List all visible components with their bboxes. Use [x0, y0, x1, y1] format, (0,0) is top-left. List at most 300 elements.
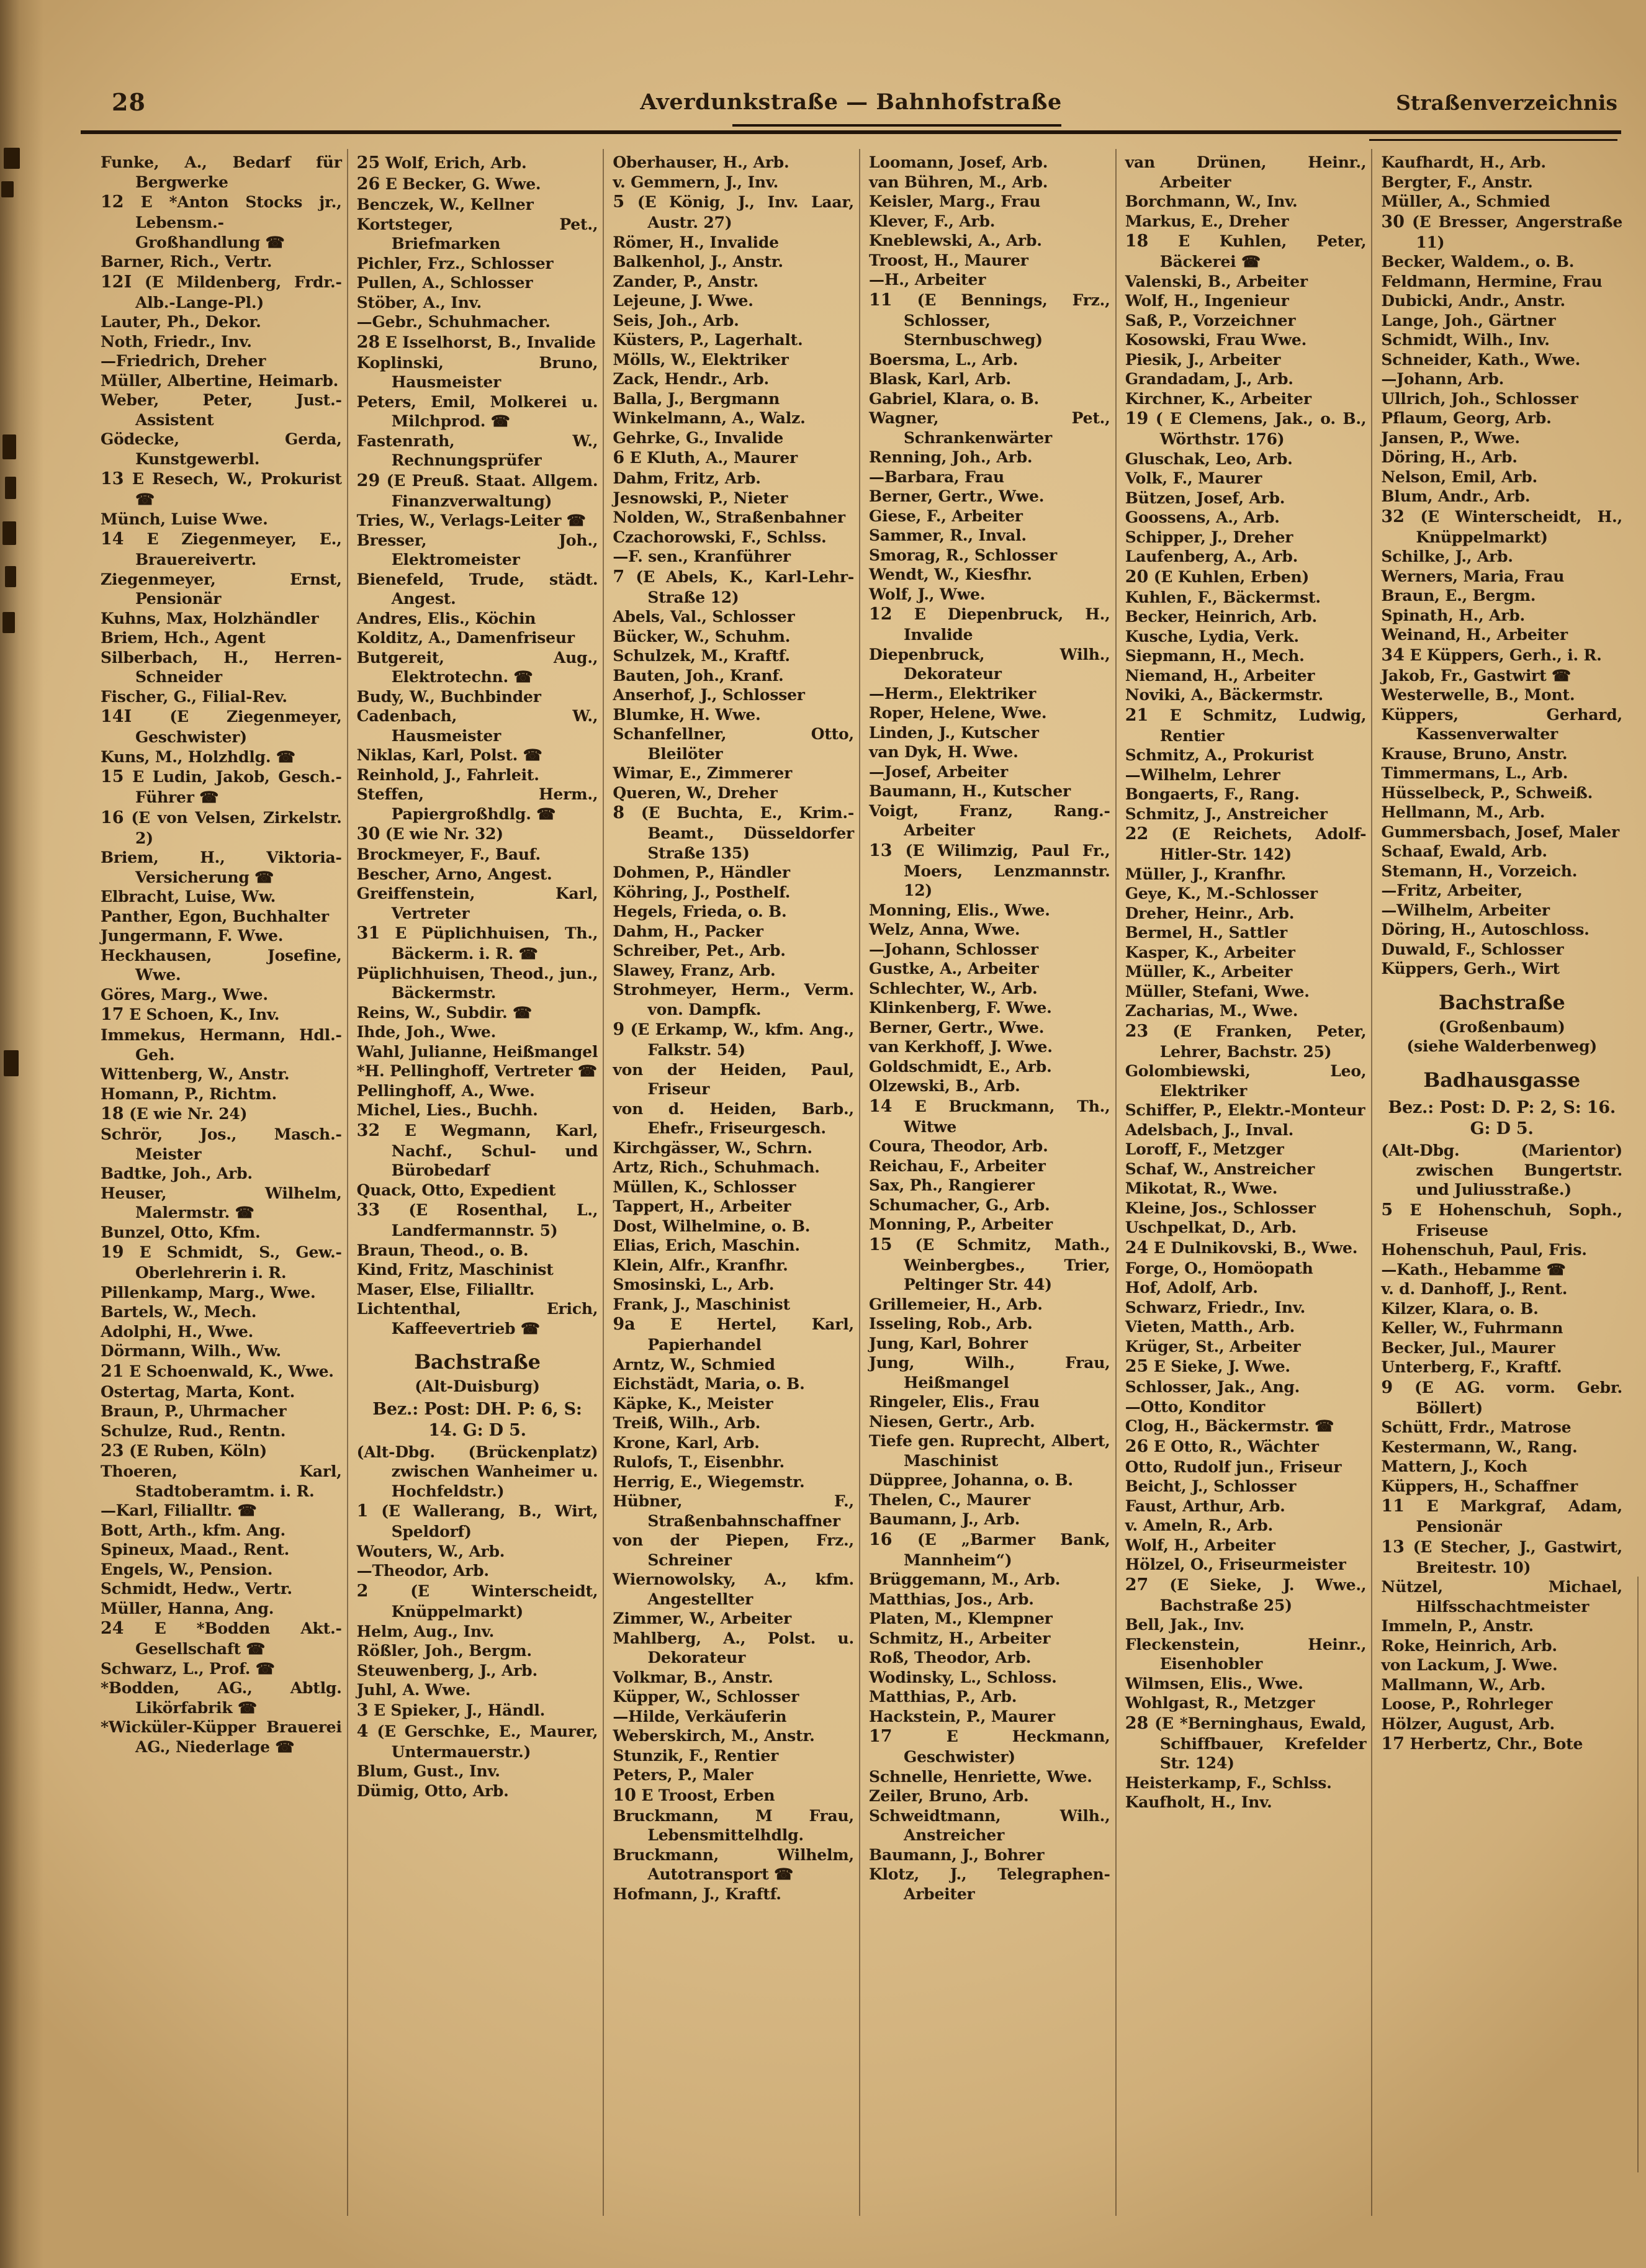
directory-entry: Schmidt, Hedw., Vertr.: [101, 1580, 292, 1598]
directory-entry: Helm, Aug., Inv.: [356, 1622, 495, 1640]
directory-entry: Arntz, W., Schmied: [613, 1355, 775, 1374]
directory-entry: Vieten, Matth., Arb.: [1125, 1318, 1295, 1336]
directory-entry: —Karl, Filialltr. ☎: [101, 1501, 257, 1520]
directory-entry: Schaaf, Ewald, Arb.: [1381, 842, 1547, 861]
book-spine-shadow: [0, 0, 43, 2268]
directory-entry: Becker, Heinrich, Arb.: [1125, 608, 1317, 626]
directory-entry: Artz, Rich., Schuhmach.: [613, 1158, 820, 1177]
house-number: 23: [101, 1441, 124, 1461]
directory-entry: 11 (E Bennings, Frz., Schlosser, Sternbuschweg): [869, 290, 1110, 349]
house-number: 12I: [101, 272, 132, 292]
directory-entry: Küppers, Gerhard, Kassenverwalter: [1381, 705, 1623, 744]
directory-entry: Heckhausen, Josefine, Wwe.: [101, 946, 342, 984]
directory-entry: Pichler, Frz., Schlosser: [356, 254, 554, 272]
directory-entry: Küppers, H., Schaffner: [1381, 1477, 1578, 1495]
house-number: 13: [869, 840, 893, 860]
directory-entry: 9 (E AG. vorm. Gebr. Böllert): [1381, 1377, 1623, 1417]
directory-entry: van Drünen, Heinr., Arbeiter: [1125, 153, 1367, 191]
directory-entry: *Bodden, AG., Abtlg. Likörfabrik ☎: [101, 1679, 342, 1717]
directory-entry: 26 E Becker, G. Wwe.: [356, 174, 541, 194]
page-number: 28: [112, 88, 146, 116]
directory-entry: Rößler, Joh., Bergm.: [356, 1642, 532, 1660]
directory-entry: Valenski, B., Arbeiter: [1125, 272, 1308, 290]
directory-entry: von d. Heiden, Barb., Ehefr., Friseurgesch.: [613, 1099, 855, 1138]
directory-entry: 1 (E Wallerang, B., Wirt, Speldorf): [356, 1501, 598, 1541]
directory-entry: Bruckmann, M Frau, Lebensmittelhdlg.: [613, 1806, 855, 1845]
directory-entry: Schulze, Rud., Rentn.: [101, 1421, 286, 1440]
directory-entry: (Alt-Dbg. (Marientor) zwischen Bungertstr. und Juliusstraße.): [1381, 1141, 1623, 1199]
directory-entry: Treiß, Wilh., Arb.: [613, 1414, 761, 1433]
directory-entry: Thoeren, Karl, Stadtoberamtm. i. R.: [101, 1462, 342, 1500]
directory-entry: Hübner, F., Straßenbahnschaffner: [613, 1492, 855, 1530]
directory-entry: Schwarz, L., Prof. ☎: [101, 1659, 275, 1678]
page-edge-line: [1637, 1577, 1639, 2172]
street-heading: Bachstraße: [1438, 990, 1565, 1014]
directory-entry: Briem, Hch., Agent: [101, 629, 266, 647]
directory-entry: 24 E *Bodden Akt.-Gesellschaft ☎: [101, 1619, 342, 1658]
directory-entry: 5 (E König, J., Inv. Laar, Austr. 27): [613, 192, 855, 232]
directory-entry: Niklas, Karl, Polst. ☎: [356, 746, 542, 765]
directory-entry: Stunzik, F., Rentier: [613, 1746, 779, 1765]
directory-entry: Elias, Erich, Maschin.: [613, 1236, 800, 1255]
directory-entry: Nolden, W., Straßenbahner: [613, 508, 845, 527]
directory-entry: —Wilhelm, Arbeiter: [1381, 901, 1550, 919]
street-heading: Bachstraße: [414, 1350, 541, 1374]
directory-entry: Bartels, W., Mech.: [101, 1303, 257, 1321]
directory-entry: Noviki, A., Bäckermstr.: [1125, 686, 1323, 704]
directory-entry: Blumke, H. Wwe.: [613, 705, 761, 724]
directory-entry: Becker, Waldem., o. B.: [1381, 253, 1575, 271]
directory-entry: Hölzer, August, Arb.: [1381, 1714, 1555, 1733]
house-number: 33: [356, 1200, 380, 1220]
directory-entry: 24 E Dulnikovski, B., Wwe.: [1125, 1238, 1358, 1258]
section-label: Straßenverzeichnis: [1396, 91, 1617, 115]
house-number: 4: [356, 1721, 369, 1741]
directory-entry: Göres, Marg., Wwe.: [101, 985, 268, 1004]
directory-entry: Welz, Anna, Wwe.: [869, 920, 1020, 939]
directory-entry: Brockmeyer, F., Bauf.: [356, 845, 541, 864]
directory-entry: Adolphi, H., Wwe.: [101, 1322, 254, 1341]
house-number: 13: [1381, 1537, 1405, 1557]
directory-entry: Ostertag, Marta, Kont.: [101, 1382, 295, 1401]
directory-entry: Goossens, A., Arb.: [1125, 508, 1280, 527]
directory-entry: Kaufhardt, H., Arb.: [1381, 153, 1546, 171]
directory-entry: Braun, Theod., o. B.: [356, 1241, 529, 1259]
directory-entry: Kind, Fritz, Maschinist: [356, 1261, 554, 1279]
directory-entry: Silberbach, H., Herren-Schneider: [101, 648, 342, 686]
directory-entry: Klotz, J., Telegraphen-Arbeiter: [869, 1865, 1110, 1903]
directory-entry: Dahm, Fritz, Arb.: [613, 469, 761, 488]
directory-entry: Wagner, Pet., Schrankenwärter: [869, 409, 1110, 447]
directory-entry: 20 (E Kuhlen, Erben): [1125, 567, 1310, 587]
directory-entry: Kilzer, Klara, o. B.: [1381, 1299, 1539, 1318]
directory-entry: Coura, Theodor, Arb.: [869, 1137, 1048, 1156]
house-number: 23: [1125, 1021, 1149, 1041]
directory-entry: Schnelle, Henriette, Wwe.: [869, 1767, 1092, 1786]
directory-entry: 11 E Markgraf, Adam, Pensionär: [1381, 1496, 1623, 1536]
directory-entry: Wolf, H., Ingenieur: [1125, 292, 1289, 310]
directory-entry: Gustke, A., Arbeiter: [869, 960, 1039, 978]
directory-entry: Bermel, H., Sattler: [1125, 924, 1288, 942]
directory-entry: 15 (E Schmitz, Math., Weinbergbes., Trier, Peltinger Str. 44): [869, 1235, 1110, 1294]
directory-entry: —Josef, Arbeiter: [869, 762, 1008, 781]
directory-entry: 16 (E von Velsen, Zirkelstr. 2): [101, 808, 342, 847]
directory-entry: 15 E Ludin, Jakob, Gesch.-Führer ☎: [101, 767, 342, 807]
binding-mark: [5, 566, 16, 587]
directory-entry: Zeiler, Bruno, Arb.: [869, 1787, 1029, 1806]
directory-entry: Stemann, H., Vorzeich.: [1381, 862, 1578, 880]
directory-entry: Dost, Wilhelmine, o. B.: [613, 1217, 811, 1235]
directory-entry: Slawey, Franz, Arb.: [613, 961, 776, 979]
directory-entry: 13 E Resech, W., Prokurist ☎: [101, 469, 342, 509]
directory-entry: Lange, Joh., Gärtner: [1381, 311, 1556, 330]
directory-entry: 25 Wolf, Erich, Arb.: [356, 153, 527, 173]
postal-info: Bez.: Post: D. P: 2, S: 16. G: D 5.: [1388, 1098, 1616, 1139]
directory-entry: Wimar, E., Zimmerer: [613, 764, 793, 783]
directory-entry: Baumann, J., Arb.: [869, 1510, 1020, 1529]
directory-entry: Loose, P., Rohrleger: [1381, 1695, 1553, 1714]
directory-entry: Lichtenthal, Erich, Kaffeevertrieb ☎: [356, 1300, 598, 1338]
directory-entry: Wolf, J., Wwe.: [869, 585, 986, 603]
directory-entry: Goldschmidt, E., Arb.: [869, 1057, 1052, 1076]
directory-entry: Schmidt, Wilh., Inv.: [1381, 331, 1550, 349]
directory-entry: 33 (E Rosenthal, L., Landfermannstr. 5): [356, 1200, 598, 1240]
directory-entry: Müller, K., Arbeiter: [1125, 963, 1293, 981]
directory-entry: 27 (E Sieke, J. Wwe., Bachstraße 25): [1125, 1575, 1367, 1614]
directory-entry: Düppree, Johanna, o. B.: [869, 1471, 1073, 1490]
directory-entry: Heuser, Wilhelm, Malermstr. ☎: [101, 1184, 342, 1222]
directory-entry: Gluschak, Leo, Arb.: [1125, 449, 1293, 468]
directory-entry: Panther, Egon, Buchhalter: [101, 907, 329, 925]
directory-entry: Forge, O., Homöopath: [1125, 1259, 1313, 1277]
directory-entry: Saß, P., Vorzeichner: [1125, 311, 1296, 330]
directory-entry: Gehrke, G., Invalide: [613, 428, 784, 447]
directory-entry: Niemand, H., Arbeiter: [1125, 666, 1315, 685]
directory-entry: Schanfellner, Otto, Bleilöter: [613, 725, 855, 763]
directory-entry: Müller, Albertine, Heimarb.: [101, 371, 339, 390]
directory-entry: Stöber, A., Inv.: [356, 293, 482, 312]
house-number: 1: [356, 1501, 369, 1521]
directory-entry: Fleckenstein, Heinr., Eisenhobler: [1125, 1635, 1367, 1673]
directory-entry: Immekus, Hermann, Hdl.-Geh.: [101, 1026, 342, 1064]
house-number: 34: [1381, 645, 1405, 665]
directory-entry: Dörmann, Wilh., Ww.: [101, 1342, 281, 1361]
directory-entry: Czachorowski, F., Schlss.: [613, 528, 827, 546]
directory-entry: Kosowski, Frau Wwe.: [1125, 331, 1307, 349]
directory-entry: 14 E Ziegenmeyer, E., Brauereivertr.: [101, 529, 342, 569]
directory-entry: Kuns, M., Holzhdlg. ☎: [101, 747, 295, 766]
directory-entry: Weberskirch, M., Anstr.: [613, 1727, 815, 1745]
column-3: [603, 149, 859, 2216]
directory-entry: von der Heiden, Paul, Friseur: [613, 1060, 855, 1099]
directory-entry: Schumacher, G., Arb.: [869, 1195, 1050, 1214]
directory-entry: Hackstein, P., Maurer: [869, 1707, 1055, 1726]
directory-entry: Bergter, F., Anstr.: [1381, 173, 1533, 191]
directory-entry: 21 E Schoenwald, K., Wwe.: [101, 1361, 334, 1381]
directory-entry: Reichau, F., Arbeiter: [869, 1156, 1046, 1175]
directory-entry: Mikotat, R., Wwe.: [1125, 1179, 1278, 1198]
directory-entry: Wolf, H., Arbeiter: [1125, 1536, 1275, 1554]
street-subnote: (siehe Walderbenweg): [1406, 1037, 1597, 1056]
directory-entry: v. Ameln, R., Arb.: [1125, 1516, 1273, 1535]
directory-entry: Feldmann, Hermine, Frau: [1381, 272, 1603, 290]
directory-entry: Abels, Val., Schlosser: [613, 608, 795, 626]
directory-entry: Mahlberg, A., Polst. u. Dekorateur: [613, 1629, 855, 1667]
house-number: 30: [356, 824, 380, 844]
directory-entry: Zack, Hendr., Arb.: [613, 370, 770, 389]
directory-entry: Bruckmann, Wilhelm, Autotransport ☎: [613, 1845, 855, 1884]
directory-entry: 32 E Wegmann, Karl, Nachf., Schul- und Bürobedarf: [356, 1120, 598, 1180]
directory-entry: 6 E Kluth, A., Maurer: [613, 448, 798, 468]
street-subnote: (Alt-Duisburg): [415, 1377, 540, 1396]
directory-entry: Briem, H., Viktoria-Versicherung ☎: [101, 848, 342, 886]
directory-entry: Laufenberg, A., Arb.: [1125, 547, 1298, 566]
directory-entry: Wilmsen, Elis., Wwe.: [1125, 1674, 1303, 1693]
column-5: [1115, 149, 1372, 2216]
binding-mark: [2, 612, 15, 633]
directory-entry: Wohlgast, R., Metzger: [1125, 1694, 1315, 1712]
binding-mark: [4, 1050, 19, 1076]
directory-entry: 17 Herbertz, Chr., Bote: [1381, 1734, 1583, 1754]
directory-entry: Hohenschuh, Paul, Fris.: [1381, 1241, 1587, 1259]
directory-entry: Roke, Heinrich, Arb.: [1381, 1636, 1557, 1655]
directory-entry: 3 E Spieker, J., Händl.: [356, 1700, 546, 1720]
directory-entry: Zander, P., Anstr.: [613, 272, 759, 290]
directory-entry: von der Piepen, Frz., Schreiner: [613, 1531, 855, 1569]
directory-entry: Schipper, J., Dreher: [1125, 528, 1293, 546]
directory-entry: 21 E Schmitz, Ludwig, Rentier: [1125, 705, 1367, 745]
directory-entry: van Kerkhoff, J. Wwe.: [869, 1038, 1053, 1056]
directory-entry: 28 E Isselhorst, B., Invalide: [356, 332, 596, 352]
directory-entry: 34 E Küppers, Gerh., i. R.: [1381, 645, 1602, 665]
directory-entry: Funke, A., Bedarf für Bergwerke: [101, 153, 342, 191]
directory-entry: Eichstädt, Maria, o. B.: [613, 1375, 805, 1393]
directory-entry: Monning, Elis., Wwe.: [869, 901, 1050, 919]
binding-mark: [4, 148, 20, 169]
house-number: 24: [101, 1619, 124, 1639]
directory-entry: Hölzel, O., Friseurmeister: [1125, 1555, 1346, 1574]
house-number: 11: [1381, 1496, 1405, 1516]
directory-entry: Püplichhuisen, Theod., jun., Bäckermstr.: [356, 964, 598, 1002]
directory-entry: van Dyk, H. Wwe.: [869, 743, 1019, 762]
house-number: 27: [1125, 1575, 1149, 1595]
directory-entry: Braun, E., Bergm.: [1381, 587, 1536, 605]
directory-entry: Hellmann, M., Arb.: [1381, 803, 1545, 822]
house-number: 28: [1125, 1713, 1149, 1733]
house-number: 15: [101, 767, 124, 787]
directory-entry: Schlechter, W., Arb.: [869, 979, 1038, 997]
house-number: 14: [869, 1096, 893, 1116]
directory-entry: Ihde, Joh., Wwe.: [356, 1023, 497, 1042]
directory-entry: Becker, Jul., Maurer: [1381, 1338, 1555, 1357]
header-rule-center: [732, 124, 1061, 127]
directory-entry: Braun, P., Uhrmacher: [101, 1402, 287, 1421]
directory-entry: Butgereit, Aug., Elektrotechn. ☎: [356, 648, 598, 686]
directory-entry: Schwarz, Friedr., Inv.: [1125, 1298, 1306, 1316]
directory-entry: Spineux, Maad., Rent.: [101, 1541, 290, 1559]
house-number: 26: [356, 174, 380, 194]
directory-entry: Münch, Luise Wwe.: [101, 510, 268, 528]
directory-entry: —Friedrich, Dreher: [101, 352, 266, 371]
directory-entry: 26 E Otto, R., Wächter: [1125, 1436, 1319, 1456]
directory-entry: Ringeler, Elis., Frau: [869, 1393, 1040, 1411]
directory-entry: Noth, Friedr., Inv.: [101, 332, 252, 351]
column-1: [92, 149, 347, 2216]
directory-entry: Jansen, P., Wwe.: [1381, 428, 1520, 447]
directory-entry: Schmitz, A., Prokurist: [1125, 746, 1314, 765]
directory-entry: Lauter, Ph., Dekor.: [101, 313, 261, 331]
directory-entry: Sax, Ph., Rangierer: [869, 1176, 1035, 1195]
directory-entry: Homann, P., Richtm.: [101, 1084, 277, 1103]
directory-entry: —Otto, Konditor: [1125, 1397, 1266, 1416]
directory-entry: Michel, Lies., Buchh.: [356, 1101, 538, 1120]
directory-entry: Cadenbach, W., Hausmeister: [356, 707, 598, 745]
directory-entry: Kuhlen, F., Bäckermst.: [1125, 588, 1321, 606]
directory-entry: —Gebr., Schuhmacher.: [356, 313, 551, 331]
directory-entry: Dubicki, Andr., Anstr.: [1381, 292, 1566, 310]
directory-entry: 19 ( E Clemens, Jak., o. B., Wörthstr. 176): [1125, 409, 1367, 449]
directory-entry: Schlosser, Jak., Ang.: [1125, 1378, 1300, 1397]
directory-entry: Weber, Peter, Just.-Assistent: [101, 391, 342, 429]
directory-entry: 18 E Kuhlen, Peter, Bäckerei ☎: [1125, 232, 1367, 271]
directory-entry: Roper, Helene, Wwe.: [869, 704, 1047, 722]
directory-entry: Brüggemann, M., Arb.: [869, 1570, 1061, 1589]
directory-entry: Winkelmann, A., Walz.: [613, 409, 806, 428]
directory-entry: Weinand, H., Arbeiter: [1381, 626, 1568, 644]
header-rule-right: [1369, 139, 1617, 141]
house-number: 31: [356, 924, 380, 943]
directory-entry: von Lackum, J. Wwe.: [1381, 1656, 1558, 1675]
column-2: [347, 149, 603, 2216]
directory-entry: —Barbara, Frau: [869, 467, 1005, 486]
directory-entry: Schweidtmann, Wilh., Anstreicher: [869, 1806, 1110, 1845]
directory-entry: Clog, H., Bäckermstr. ☎: [1125, 1417, 1334, 1436]
directory-entry: Wouters, W., Arb.: [356, 1542, 505, 1560]
directory-entry: Müller, A., Schmied: [1381, 192, 1550, 210]
directory-entry: Wodinsky, L., Schloss.: [869, 1668, 1057, 1686]
page-header: [81, 86, 1621, 125]
directory-entry: Döring, H., Autoschloss.: [1381, 920, 1590, 939]
directory-entry: —F. sen., Kranführer: [613, 547, 791, 566]
directory-entry: Wahl, Julianne, Heißmangel: [356, 1042, 598, 1061]
directory-entry: —Johann, Schlosser: [869, 940, 1038, 958]
directory-entry: Bresser, Joh., Elektromeister: [356, 531, 598, 569]
directory-entry: Jesnowski, P., Nieter: [613, 488, 788, 507]
directory-entry: Keller, W., Fuhrmann: [1381, 1319, 1563, 1338]
directory-entry: Tries, W., Verlags-Leiter ☎: [356, 511, 586, 530]
directory-entry: Zimmer, W., Arbeiter: [613, 1609, 792, 1628]
directory-entry: Döring, H., Arb.: [1381, 448, 1518, 467]
directory-entry: van Bühren, M., Arb.: [869, 173, 1048, 191]
directory-entry: Andres, Elis., Köchin: [356, 609, 536, 628]
directory-entry: Loroff, F., Metzger: [1125, 1140, 1284, 1159]
postal-info: Bez.: Post: DH. P: 6, S: 14. G: D 5.: [372, 1399, 582, 1440]
house-number: 12: [101, 192, 124, 212]
directory-entry: Kasper, K., Arbeiter: [1125, 943, 1295, 961]
directory-entry: Quack, Otto, Expedient: [356, 1181, 556, 1199]
directory-entry: Barner, Rich., Vertr.: [101, 253, 272, 271]
directory-entry: Werners, Maria, Frau: [1381, 567, 1565, 585]
directory-entry: Dreher, Heinr., Arb.: [1125, 904, 1295, 922]
directory-entry: Bücker, W., Schuhm.: [613, 627, 791, 646]
directory-entry: Jung, Wilh., Frau, Heißmangel: [869, 1354, 1110, 1392]
directory-entry: Faust, Arthur, Arb.: [1125, 1496, 1285, 1515]
directory-entry: Wiernowolsky, A., kfm. Angestellter: [613, 1570, 855, 1608]
directory-entry: Roß, Theodor, Arb.: [869, 1649, 1032, 1667]
directory-entry: 10 E Troost, Erben: [613, 1785, 775, 1805]
directory-entry: Smorag, R., Schlosser: [869, 546, 1057, 564]
directory-entry: Timmermans, L., Arb.: [1381, 764, 1568, 783]
directory-entry: Hüsselbeck, P., Schweiß.: [1381, 783, 1593, 802]
directory-entry: Reins, W., Subdir. ☎: [356, 1003, 532, 1022]
directory-entry: Kleine, Jos., Schlosser: [1125, 1199, 1316, 1217]
directory-entry: Pillenkamp, Marg., Wwe.: [101, 1283, 316, 1302]
directory-entry: Schaf, W., Anstreicher: [1125, 1159, 1315, 1178]
directory-entry: 22 (E Reichets, Adolf-Hitler-Str. 142): [1125, 824, 1367, 864]
directory-entry: Bescher, Arno, Angest.: [356, 865, 552, 883]
directory-entry: Engels, W., Pension.: [101, 1560, 273, 1578]
directory-entry: Greiffenstein, Karl, Vertreter: [356, 884, 598, 922]
directory-entry: 12 E Diepenbruck, H., Invalide: [869, 605, 1110, 644]
directory-entry: Bell, Jak., Inv.: [1125, 1616, 1244, 1634]
directory-entry: Dohmen, P., Händler: [613, 863, 790, 882]
directory-entry: Pellinghoff, A., Wwe.: [356, 1081, 535, 1100]
directory-entry: Monning, P., Arbeiter: [869, 1215, 1053, 1234]
directory-entry: Fischer, G., Filial-Rev.: [101, 687, 287, 706]
house-number: 18: [101, 1104, 124, 1124]
directory-entry: 23 (E Franken, Peter, Lehrer, Bachstr. 25): [1125, 1021, 1367, 1061]
directory-entry: 13 (E Wilimzig, Paul Fr., Moers, Lenzmannstr. 12): [869, 840, 1110, 900]
directory-entry: Krüger, St., Arbeiter: [1125, 1337, 1301, 1356]
binding-mark: [2, 434, 16, 459]
directory-entry: 9 (E Erkamp, W., kfm. Ang., Falkstr. 54): [613, 1020, 855, 1060]
house-number: 26: [1125, 1436, 1149, 1456]
directory-entry: Peters, Emil, Molkerei u. Milchprod. ☎: [356, 392, 598, 431]
directory-entry: Giese, F., Arbeiter: [869, 506, 1023, 525]
directory-entry: 29 (E Preuß. Staat. Allgem. Finanzverwaltung): [356, 470, 598, 510]
house-number: 18: [1125, 232, 1149, 251]
directory-entry: Spinath, H., Arb.: [1381, 606, 1525, 624]
directory-entry: Grandadam, J., Arb.: [1125, 370, 1293, 389]
directory-entry: Queren, W., Dreher: [613, 783, 778, 802]
directory-entry: Thelen, C., Maurer: [869, 1490, 1030, 1509]
directory-entry: Lejeune, J. Wwe.: [613, 292, 753, 310]
directory-entry: Müller, Hanna, Ang.: [101, 1599, 274, 1618]
directory-entry: Nelson, Emil, Arb.: [1381, 467, 1538, 486]
directory-entry: 13 (E Stecher, J., Gastwirt, Breitestr. 10): [1381, 1537, 1623, 1577]
directory-entry: Blask, Karl, Arb.: [869, 370, 1012, 389]
directory-entry: Immeln, P., Anstr.: [1381, 1617, 1534, 1636]
directory-entry: Müller, J., Kranfhr.: [1125, 865, 1286, 883]
directory-entry: Borchmann, W., Inv.: [1125, 192, 1298, 210]
directory-entry: Piesik, J., Arbeiter: [1125, 350, 1281, 369]
directory-entry: Olzewski, B., Arb.: [869, 1077, 1020, 1096]
directory-entry: Römer, H., Invalide: [613, 233, 779, 251]
directory-entry: Wittenberg, W., Anstr.: [101, 1065, 290, 1084]
house-number: 30: [1381, 212, 1405, 232]
directory-entry: Jungermann, F. Wwe.: [101, 927, 284, 945]
directory-entry: Peters, P., Maler: [613, 1766, 753, 1784]
directory-entry: 2 (E Winterscheidt, Knüppelmarkt): [356, 1581, 598, 1621]
directory-entry: Bienefeld, Trude, städt. Angest.: [356, 570, 598, 608]
house-number: 9: [1381, 1377, 1393, 1397]
page-title: Averdunkstraße — Bahnhofstraße: [640, 89, 1062, 115]
directory-entry: Bongaerts, F., Rang.: [1125, 785, 1300, 804]
directory-entry: Elbracht, Luise, Ww.: [101, 888, 276, 906]
directory-entry: v. Gemmern, J., Inv.: [613, 173, 779, 191]
directory-entry: 23 (E Ruben, Köln): [101, 1441, 267, 1461]
house-number: 7: [613, 567, 625, 587]
